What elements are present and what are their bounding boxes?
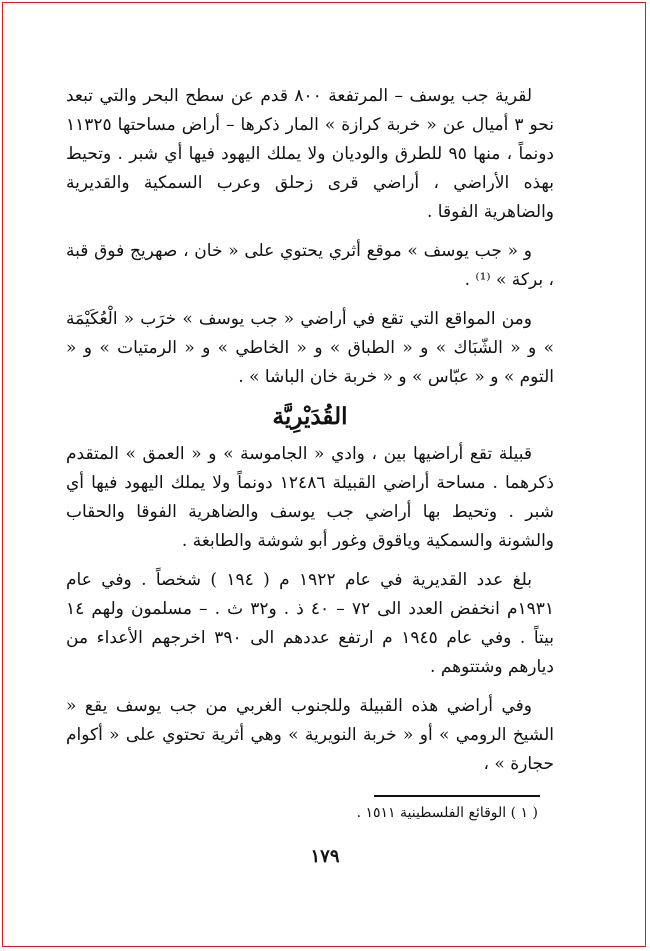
paragraph-jubb-yusuf-ruins: ومن المواقع التي تقع في أراضي « جب يوسف » خرَب « الْعُكَيْمَة » و « الشّبَاك » و « الطباق » و « الخاطي » و « الرمتيات » و « التوم » و « عبّاس » و « خربة خان الباشا » . [66,309,554,387]
footnote-divider [374,795,540,797]
paragraph-jubb-yusuf-site: و « جب يوسف » موقع أثري يحتوي على « خان ، صهريج فوق قبة ، بركة » ⁽¹⁾ . [66,241,554,290]
paragraph-tribe-antiquities: وفي أراضي هذه القبيلة وللجنوب الغربي من جب يوسف يقع « الشيخ الرومي » أو « خربة النويرية » وهي أثرية تحتوي على « أكوام حجارة » ، [66,696,554,774]
paragraph-tribe-lands: قبيلة تقع أراضيها بين ، وادي « الجاموسة » و « العمق » المتقدم ذكرهما . مساحة أراضي القبيلة ١٢٤٨٦ دونماً ولا يملك اليهود فيها أي شبر . وتحيط بها أراضي جب يوسف والضاهرية الفوقا والحقاب والشونة والسمكية وياقوق وغور أبو شوشة والطابغة . [66,444,554,551]
section-heading: القُدَيْرِيَّة [272,403,348,430]
footnote: ( ١ ) الوقائع الفلسطينية ١٥١١ . [356,805,538,821]
page-body [66,82,554,789]
page-number: ١٧٩ [310,846,340,867]
paragraph-tribe-population: بلغ عدد القديرية في عام ١٩٢٢ م ( ١٩٤ ) شخصاً . وفي عام ١٩٣١م انخفض العدد الى ٧٢ – ٤٠ ذ . و٣٢ ث . – مسلمون ولهم ١٤ بيتاً . وفي عام ١٩٤٥ م ارتفع عددهم الى ٣٩٠ اخرجهم الأعداء من ديارهم وشتتوهم . [66,570,554,677]
paragraph-jubb-yusuf-land: لقرية جب يوسف – المرتفعة ٨٠٠ قدم عن سطح البحر والتي تبعد نحو ٣ أميال عن « خربة كرازة » المار ذكرها – أراض مساحتها ١١٣٢٥ دونماً ، منها ٩٥ للطرق والوديان ولا يملك اليهود فيها أي شبر . وتحيط بهذه الأراضي ، أراضي قرى زحلق وعرب السمكية والقديرية والضاهرية الفوقا . [66,86,554,222]
